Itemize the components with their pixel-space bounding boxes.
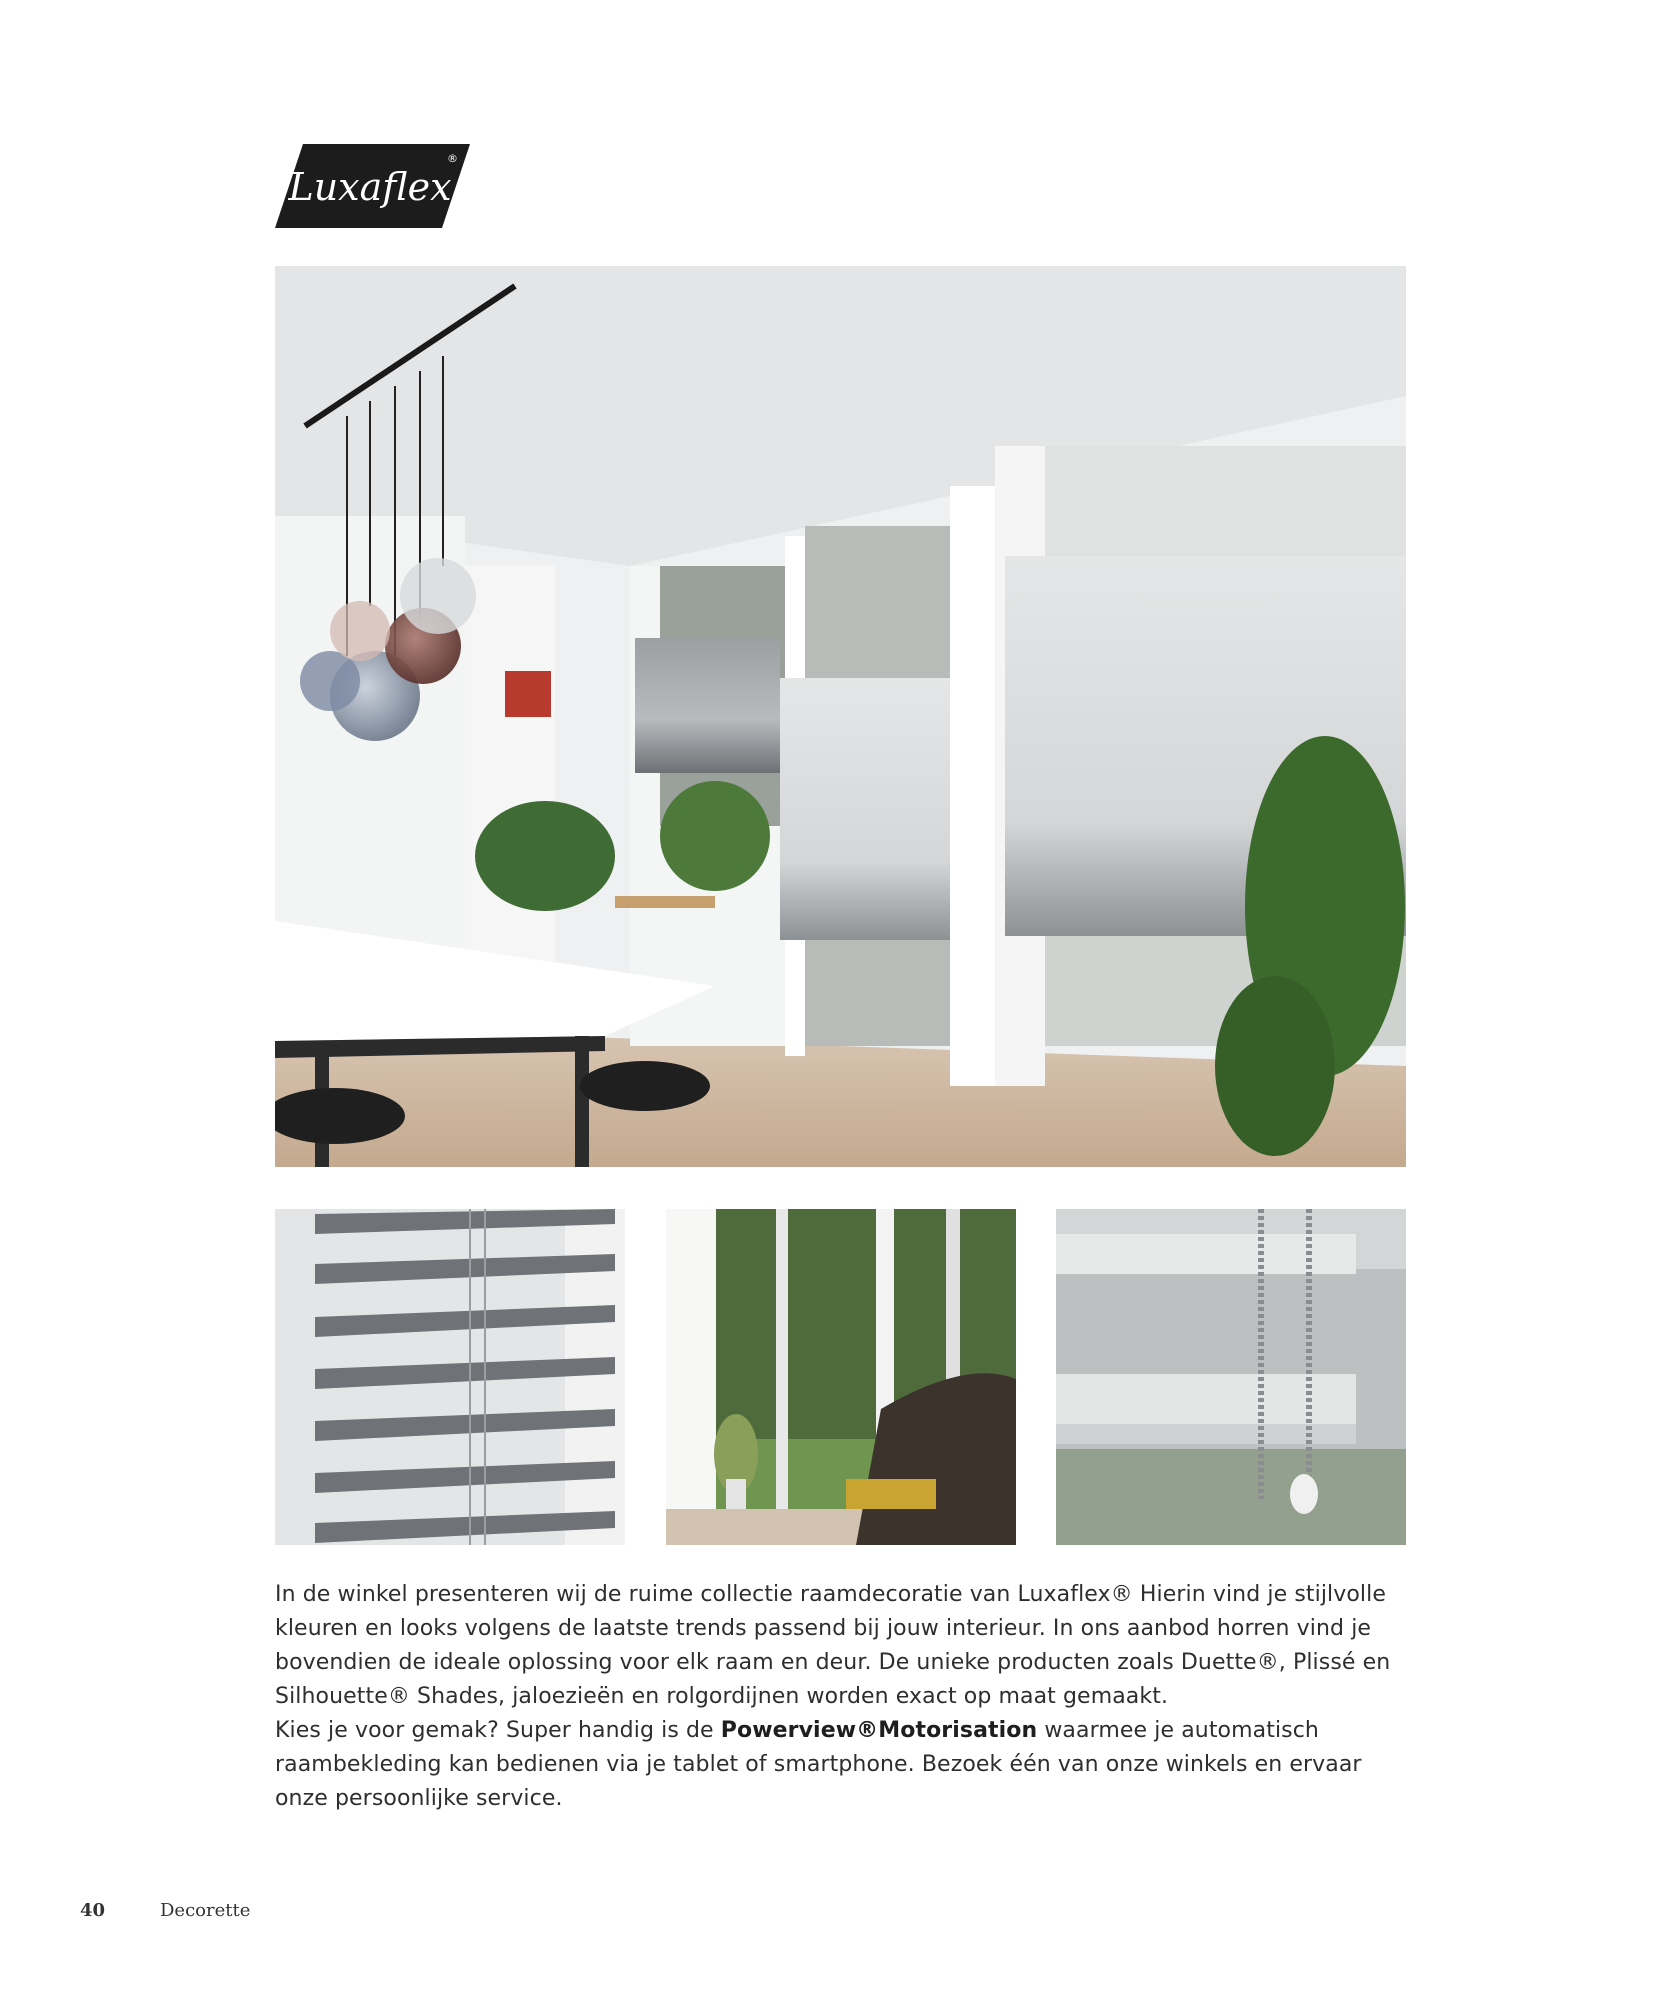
paragraph-line: bovendien de ideale oplossing voor elk raam en deur. De unieke producten zoals Duette®, Plissé en	[275, 1650, 1391, 1675]
paragraph-line: kleuren en looks volgens de laatste trends passend bij jouw interieur. In ons aanbod horren vind je	[275, 1616, 1372, 1641]
logo-text: Luxaflex	[288, 165, 452, 209]
body-text	[275, 1578, 1415, 1816]
luxaflex-logo	[275, 144, 470, 228]
page-number: 40	[80, 1900, 106, 1921]
paragraph-line: In de winkel presenteren wij de ruime collectie raamdecoratie van Luxaflex® Hierin vind je stijlvolle	[275, 1582, 1386, 1607]
hero-photo	[275, 266, 1406, 1167]
footer-brand: Decorette	[160, 1900, 251, 1921]
patio-door-photo	[666, 1209, 1016, 1545]
powerview-highlight: Powerview®Motorisation	[720, 1718, 1038, 1743]
paragraph-line: Kies je voor gemak? Super handig is de Powerview®Motorisation waarmee je automatisch	[275, 1718, 1319, 1743]
paragraph-line: raambekleding kan bedienen via je tablet of smartphone. Bezoek één van onze winkels en ervaar	[275, 1752, 1362, 1777]
venetian-blinds-photo	[275, 1209, 625, 1545]
svg-text:®: ®	[447, 152, 458, 165]
paragraph-line: onze persoonlijke service.	[275, 1786, 563, 1811]
paragraph-line: Silhouette® Shades, jaloezieën en rolgordijnen worden exact op maat gemaakt.	[275, 1684, 1169, 1709]
roller-blind-chain-photo	[1056, 1209, 1406, 1545]
